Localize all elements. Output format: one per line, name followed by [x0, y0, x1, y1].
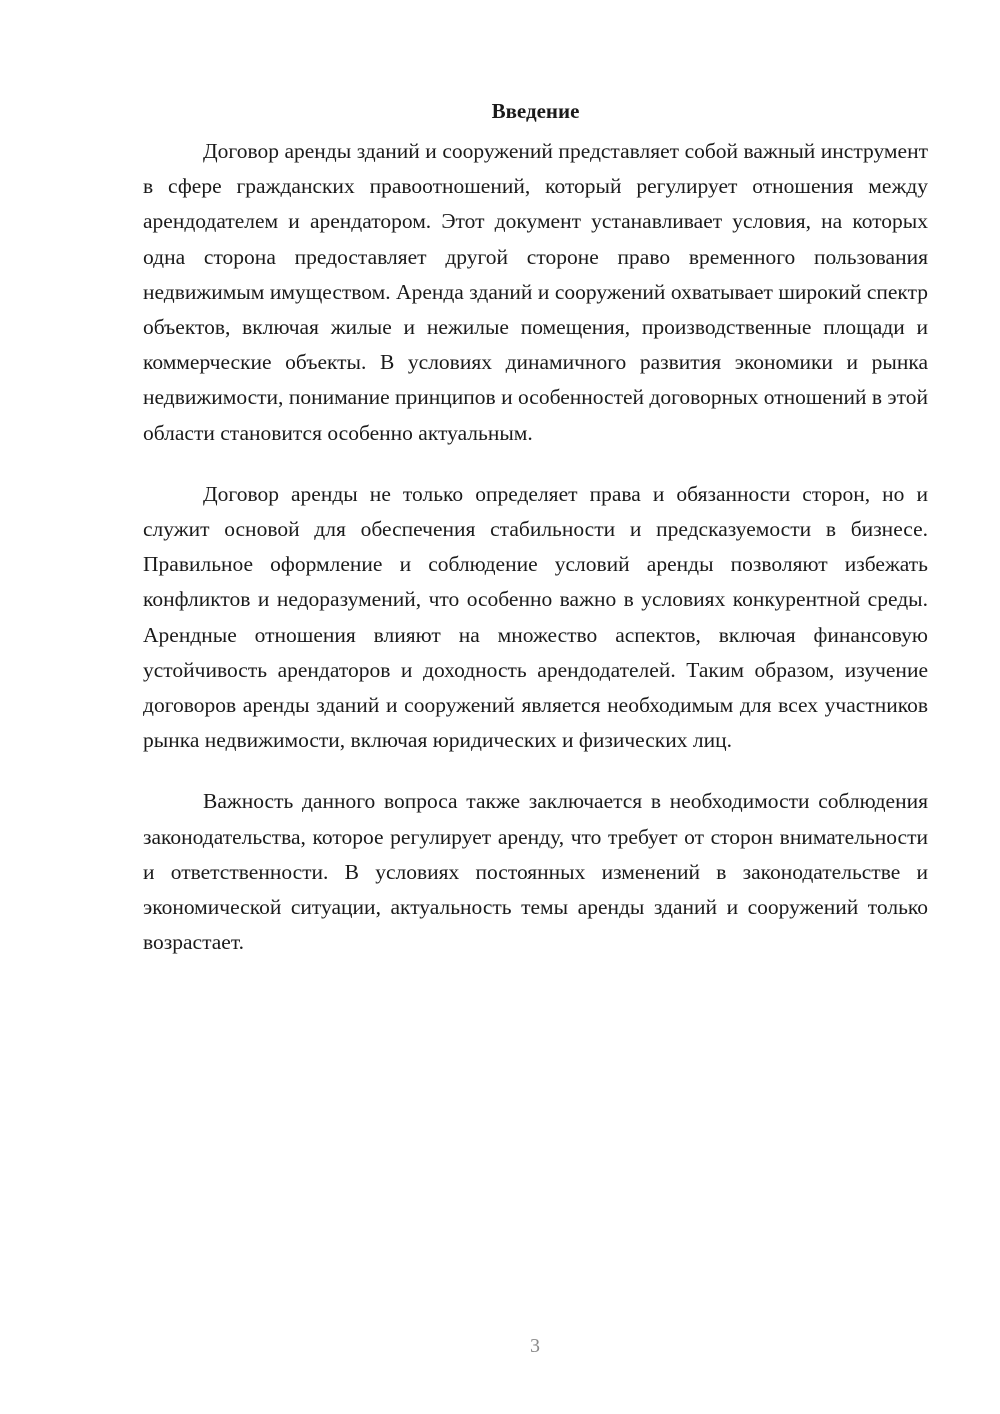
paragraph-3: Важность данного вопроса также заключается в необходимости соблюдения законодательства, которое регулирует аренду, что требует от сторон внимательности и ответственности. В условиях постоянных изменений в законодательстве и экономической ситуации, актуальность темы аренды зданий и сооружений только возрастает. [143, 789, 928, 955]
page-content [143, 94, 928, 986]
paragraph-2: Договор аренды не только определяет права и обязанности сторон, но и служит основой для обеспечения стабильности и предсказуемости в бизнесе. Правильное оформление и соблюдение условий аренды позволяют избежать конфликтов и недоразумений, что особенно важно в условиях конкурентной среды. Арендные отношения влияют на множество аспектов, включая финансовую устойчивость арендаторов и доходность арендодателей. Таким образом, изучение договоров аренды зданий и сооружений является необходимым для всех участников рынка недвижимости, включая юридических и физических лиц. [143, 481, 928, 753]
page-number: 3 [530, 1335, 540, 1357]
section-heading: Введение [491, 99, 580, 123]
paragraph-1: Договор аренды зданий и сооружений представляет собой важный инструмент в сфере гражданских правоотношений, который регулирует отношения между арендодателем и арендатором. Этот документ устанавливает условия, на которых одна сторона предоставляет другой стороне право временного пользования недвижимым имуществом. Аренда зданий и сооружений охватывает широкий спектр объектов, включая жилые и нежилые помещения, производственные площади и коммерческие объекты. В условиях динамичного развития экономики и рынка недвижимости, понимание принципов и особенностей договорных отношений в этой области становится особенно актуальным. [143, 139, 928, 445]
